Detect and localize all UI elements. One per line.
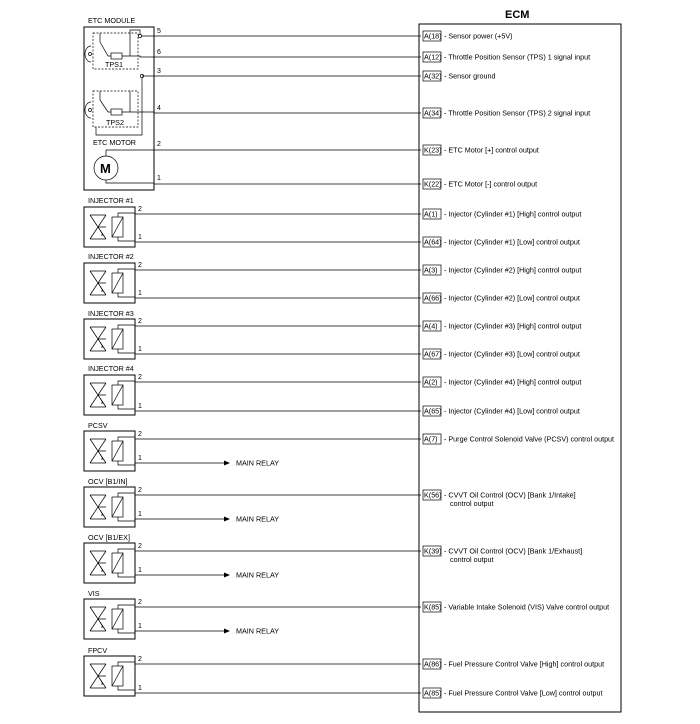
ecm-pin-id: A(7) bbox=[424, 434, 438, 444]
component-pin-2: 2 bbox=[138, 431, 142, 438]
ecm-pin-desc: - Fuel Pressure Control Valve [High] control output bbox=[444, 659, 605, 669]
ecm-pin-row bbox=[423, 406, 580, 416]
component-pin-2: 2 bbox=[138, 262, 142, 269]
component-pin-1: 1 bbox=[138, 346, 142, 353]
component-4 bbox=[84, 364, 421, 415]
etc-pin-6: 6 bbox=[157, 49, 161, 56]
ecm-pin-id: A(3) bbox=[424, 265, 438, 275]
ecm-pin-id: K(39) bbox=[424, 546, 442, 556]
component-pin-1: 1 bbox=[138, 685, 142, 692]
main-relay-label: MAIN RELAY bbox=[236, 514, 280, 524]
ecm-pin-row bbox=[423, 659, 604, 669]
tps1-label: TPS1 bbox=[105, 60, 123, 69]
component-pin-2: 2 bbox=[138, 599, 142, 606]
ecm-pin-row bbox=[423, 179, 537, 189]
main-relay-label: MAIN RELAY bbox=[236, 458, 280, 468]
etc-pin-4: 4 bbox=[157, 105, 161, 112]
etc-junction-dot-top bbox=[138, 34, 141, 37]
ecm-pin-row bbox=[423, 209, 581, 219]
component-3 bbox=[84, 309, 421, 359]
ecm-pin-row bbox=[423, 349, 580, 359]
ecm-pin-row bbox=[423, 265, 581, 275]
ecm-pin-desc: - CVVT Oil Control (OCV) [Bank 1/Intake] bbox=[444, 490, 576, 500]
ecm-pin-id: A(67) bbox=[424, 349, 442, 359]
component-pin-1: 1 bbox=[138, 234, 142, 241]
ecm-pin-desc: - ETC Motor [-] control output bbox=[444, 179, 538, 189]
ecm-pin-desc: - Sensor ground bbox=[444, 71, 496, 81]
ecm-title: ECM bbox=[505, 9, 530, 21]
ecm-pin-id: K(23) bbox=[424, 145, 442, 155]
component-name: PCSV bbox=[88, 421, 108, 430]
ecm-pin-desc: - Injector (Cylinder #2) [Low] control output bbox=[444, 293, 580, 303]
ecm-pin-row bbox=[423, 31, 513, 41]
ecm-pin-desc: - Injector (Cylinder #3) [Low] control output bbox=[444, 349, 580, 359]
component-2 bbox=[84, 252, 421, 303]
ecm-pin-desc: - Injector (Cylinder #1) [Low] control output bbox=[444, 237, 580, 247]
ecm-pin-id: A(1) bbox=[424, 209, 438, 219]
main-relay-label: MAIN RELAY bbox=[236, 626, 280, 636]
ecm-pin-desc: - CVVT Oil Control (OCV) [Bank 1/Exhaust] bbox=[444, 546, 583, 556]
ecm-pin-id: A(32) bbox=[424, 71, 442, 81]
ecm-pin-row bbox=[423, 145, 539, 155]
ecm-pin-desc: - Variable Intake Solenoid (VIS) Valve control output bbox=[444, 602, 610, 612]
component-6 bbox=[84, 477, 421, 527]
ecm-pin-desc: - Injector (Cylinder #1) [High] control output bbox=[444, 209, 582, 219]
component-name: OCV [B1/IN] bbox=[88, 477, 128, 486]
ecm-pin-id: A(86) bbox=[424, 659, 442, 669]
component-pin-2: 2 bbox=[138, 206, 142, 213]
component-name: FPCV bbox=[88, 646, 108, 655]
arrow-icon bbox=[224, 517, 230, 522]
component-pin-1: 1 bbox=[138, 290, 142, 297]
ecm-pin-id: A(12) bbox=[424, 52, 442, 62]
component-pin-1: 1 bbox=[138, 567, 142, 574]
arrow-icon bbox=[224, 629, 230, 634]
component-pin-1: 1 bbox=[138, 455, 142, 462]
ecm-pin-row bbox=[423, 321, 581, 331]
ecm-pin-id: A(66) bbox=[424, 293, 442, 303]
ecm-pin-row bbox=[423, 293, 580, 303]
ecm-pin-row bbox=[423, 377, 581, 387]
arrow-icon bbox=[224, 573, 230, 578]
ecm-pin-row bbox=[423, 52, 590, 62]
ecm-pin-id: A(2) bbox=[424, 377, 438, 387]
component-name: INJECTOR #4 bbox=[88, 364, 134, 373]
ecm-pin-row bbox=[423, 434, 614, 444]
ecm-pin-row bbox=[423, 71, 496, 81]
ecm-pin-id: A(64) bbox=[424, 237, 442, 247]
arrow-icon bbox=[224, 461, 230, 466]
etc-motor-symbol: M bbox=[100, 161, 111, 176]
ecm-pin-id: K(22) bbox=[424, 179, 442, 189]
ecm-pin-id: K(85) bbox=[424, 602, 442, 612]
etc-pin-1: 1 bbox=[157, 175, 161, 182]
ecm-pin-id: A(34) bbox=[424, 108, 442, 118]
component-name: INJECTOR #2 bbox=[88, 252, 134, 261]
component-8 bbox=[84, 589, 421, 639]
component-name: OCV [B1/EX] bbox=[88, 533, 130, 542]
component-pin-1: 1 bbox=[138, 403, 142, 410]
component-name: INJECTOR #3 bbox=[88, 309, 134, 318]
ecm-pin-desc: - Injector (Cylinder #4) [High] control output bbox=[444, 377, 582, 387]
ecm-pin-row bbox=[423, 237, 580, 247]
ecm-pin-desc: - ETC Motor [+] control output bbox=[444, 145, 539, 155]
ecm-pin-id: A(18) bbox=[424, 31, 442, 41]
component-name: VIS bbox=[88, 589, 100, 598]
component-9 bbox=[84, 646, 421, 696]
component-pin-1: 1 bbox=[138, 511, 142, 518]
ecm-pin-desc-cont: control output bbox=[450, 555, 494, 564]
ecm-pin-desc: - Injector (Cylinder #2) [High] control output bbox=[444, 265, 582, 275]
ecm-pin-desc: - Purge Control Solenoid Valve (PCSV) control output bbox=[444, 434, 615, 444]
ecm-pin-row bbox=[423, 688, 602, 698]
component-pin-2: 2 bbox=[138, 318, 142, 325]
ecm-pin-desc: - Sensor power (+5V) bbox=[444, 31, 513, 41]
ecm-pin-desc-cont: control output bbox=[450, 499, 494, 508]
tps2-label: TPS2 bbox=[106, 118, 124, 127]
ecm-pin-row bbox=[423, 602, 609, 612]
ecm-pin-desc: - Fuel Pressure Control Valve [Low] control output bbox=[444, 688, 603, 698]
component-pin-2: 2 bbox=[138, 374, 142, 381]
ecm-pin-id: A(65) bbox=[424, 406, 442, 416]
ecm-pin-id: K(56) bbox=[424, 490, 442, 500]
etc-pin-5: 5 bbox=[157, 28, 161, 35]
etc-motor-title: ETC MOTOR bbox=[93, 138, 136, 147]
component-1 bbox=[84, 196, 421, 247]
etc-pin-3: 3 bbox=[157, 68, 161, 75]
ecm-pin-desc: - Throttle Position Sensor (TPS) 1 signal input bbox=[444, 52, 591, 62]
component-5 bbox=[84, 421, 421, 471]
component-pin-2: 2 bbox=[138, 543, 142, 550]
ecm-pin-id: A(85) bbox=[424, 688, 442, 698]
component-7 bbox=[84, 533, 421, 583]
component-pin-1: 1 bbox=[138, 623, 142, 630]
ecm-pin-desc: - Injector (Cylinder #4) [Low] control output bbox=[444, 406, 580, 416]
ecm-pin-desc: - Injector (Cylinder #3) [High] control output bbox=[444, 321, 582, 331]
ecm-pin-desc: - Throttle Position Sensor (TPS) 2 signal input bbox=[444, 108, 591, 118]
component-name: INJECTOR #1 bbox=[88, 196, 134, 205]
main-relay-label: MAIN RELAY bbox=[236, 570, 280, 580]
component-pin-2: 2 bbox=[138, 656, 142, 663]
ecm-pin-id: A(4) bbox=[424, 321, 438, 331]
etc-pin-2: 2 bbox=[157, 141, 161, 148]
ecm-pin-row bbox=[423, 108, 590, 118]
component-list bbox=[84, 196, 421, 696]
etc-module-title: ETC MODULE bbox=[88, 16, 136, 25]
component-pin-2: 2 bbox=[138, 487, 142, 494]
etc-wires bbox=[130, 36, 421, 184]
